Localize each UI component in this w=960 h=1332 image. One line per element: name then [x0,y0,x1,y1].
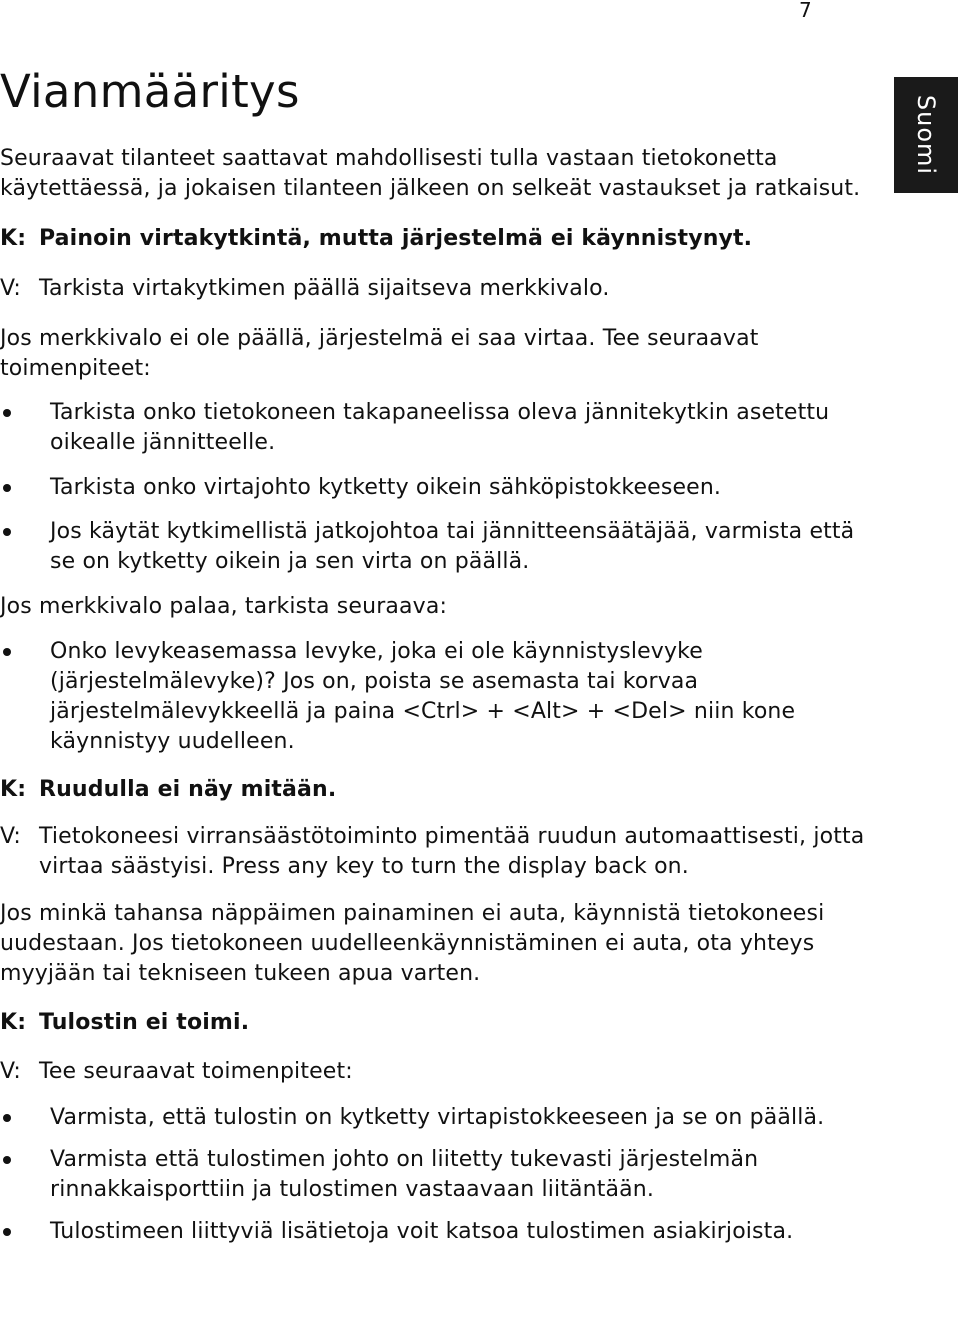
answer-prefix: V: [0,1059,21,1084]
list-item: Jos käytät kytkimellistä jatkojohtoa tai jännitteensäätäjää, varmista että se on kytketty oikein ja sen virta on päällä. [0,517,870,577]
answer-text: Tarkista virtakytkimen päällä sijaitseva merkkivalo. [39,276,610,301]
intro-paragraph: Seuraavat tilanteet saattavat mahdollisesti tulla vastaan tietokonetta käytettäessä, ja jokaisen tilanteen jälkeen on selkeät vastaukset ja ratkaisut. [0,146,861,201]
answer-2 [0,822,870,882]
language-tab-label: Suomi [912,94,940,176]
page-number: 7 [799,0,812,22]
paragraph: Jos minkä tahansa näppäimen painaminen ei auta, käynnistä tietokoneesi uudestaan. Jos tietokoneen uudelleenkäynnistäminen ei auta, ota yhteys myyjään tai tekniseen tukeen apua varten. [0,901,825,986]
question-1 [0,224,870,254]
list-item: Varmista että tulostimen johto on liitetty tukevasti järjestelmän rinnakkaisporttiin ja tulostimen vastaavaan liitäntään. [0,1145,870,1205]
question-text: Ruudulla ei näy mitään. [39,777,337,802]
question-2 [0,775,870,805]
page-title: Vianmääritys [0,65,300,118]
paragraph: Jos merkkivalo ei ole päällä, järjestelmä ei saa virtaa. Tee seuraavat toimenpiteet: [0,326,759,381]
question-3 [0,1008,870,1038]
answer-text: Tietokoneesi virransäästötoiminto pimentää ruudun automaattisesti, jotta virtaa säästyisi. Press any key to turn the display back on. [39,824,865,879]
answer-prefix: V: [0,276,21,301]
question-prefix: K: [0,777,27,802]
document-body [0,62,870,1247]
bullet-list [0,637,870,757]
list-item: Tarkista onko tietokoneen takapaneelissa oleva jännitekytkin asetettu oikealle jännitteelle. [0,398,870,458]
answer-3 [0,1057,870,1087]
list-item: Tulostimeen liittyviä lisätietoja voit katsoa tulostimen asiakirjoista. [0,1217,870,1247]
answer-text: Tee seuraavat toimenpiteet: [39,1059,353,1084]
bullet-list [0,398,870,577]
question-prefix: K: [0,226,27,251]
question-prefix: K: [0,1010,27,1035]
answer-prefix: V: [0,824,21,849]
question-text: Tulostin ei toimi. [39,1010,250,1035]
bullet-list [0,1103,870,1247]
answer-1 [0,274,870,304]
language-side-tab [894,77,958,193]
list-item: Onko levykeasemassa levyke, joka ei ole käynnistyslevyke (järjestelmälevyke)? Jos on, poista se asemasta tai korvaa järjestelmälevykkeellä ja paina <Ctrl> + <Alt> + <Del> niin kone käynnistyy uudelleen. [0,637,870,757]
question-text: Painoin virtakytkintä, mutta järjestelmä ei käynnistynyt. [39,226,753,251]
list-item: Tarkista onko virtajohto kytketty oikein sähköpistokkeeseen. [0,473,870,503]
paragraph: Jos merkkivalo palaa, tarkista seuraava: [0,594,448,619]
list-item: Varmista, että tulostin on kytketty virtapistokkeeseen ja se on päällä. [0,1103,870,1133]
